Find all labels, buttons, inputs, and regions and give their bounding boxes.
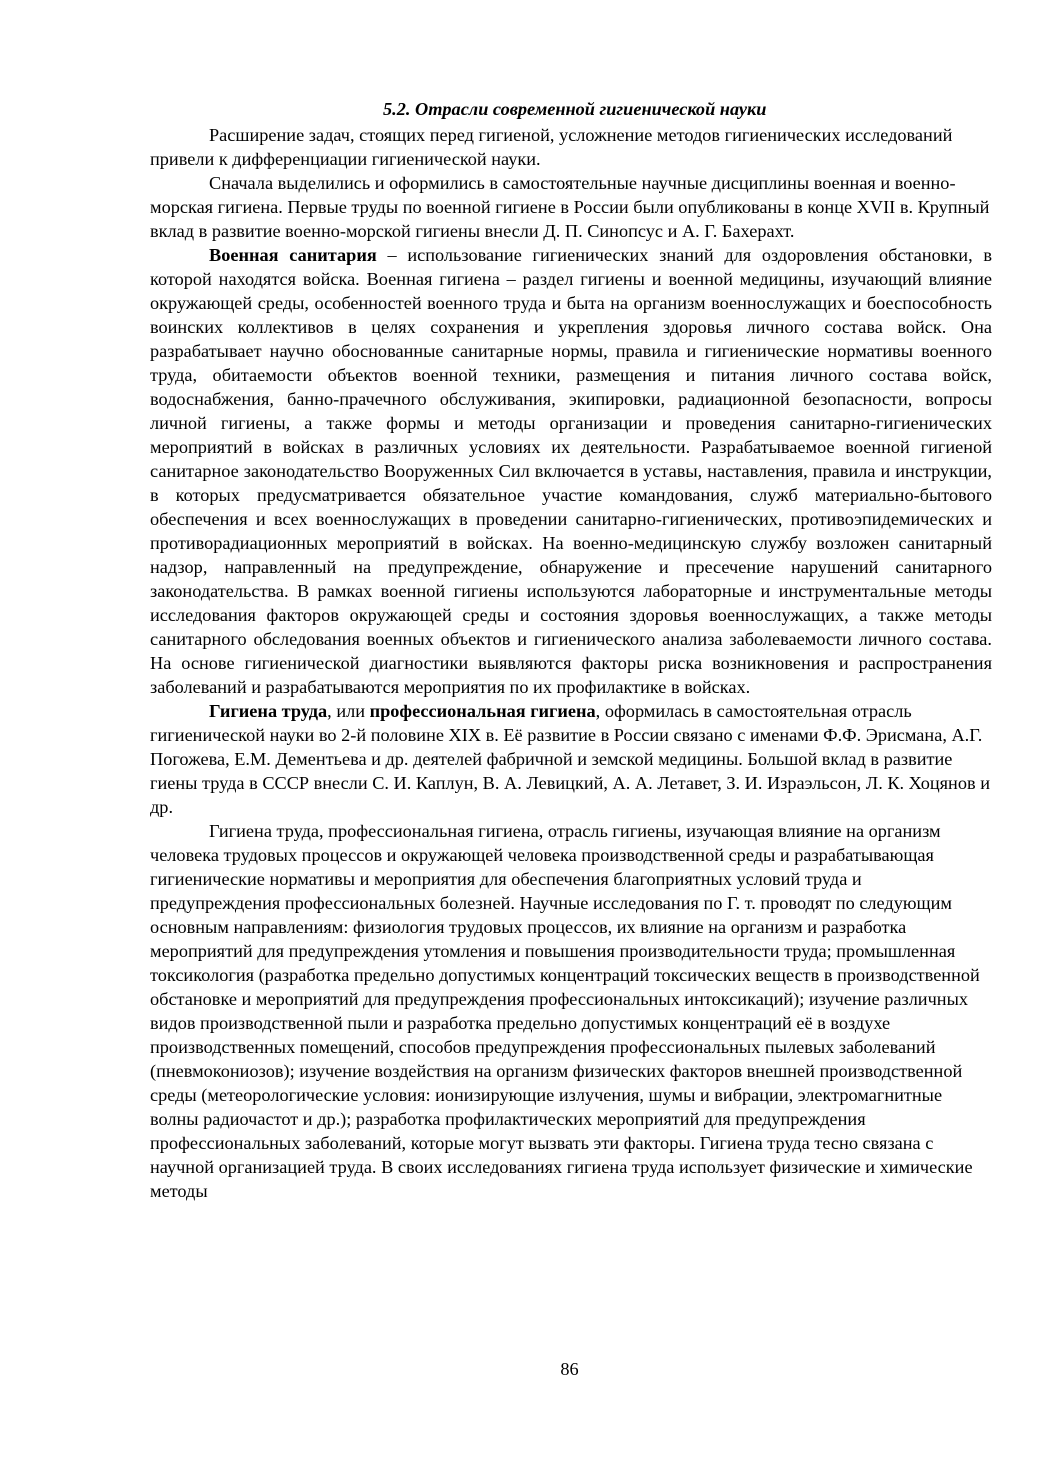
section-heading: 5.2. Отрасли современной гигиенической науки (383, 99, 767, 119)
paragraph-military-sanitation-text: – использование гигиенических знаний для оздоровления обстановки, в которой находятся войска. Военная гигиена – раздел гигиены и военной медицины, изучающий влияние окружающей среды, особенностей военного труда и быта на организм военнослужащих и боеспособность воинских коллективов в целях сохранения и укрепления здоровья личного состава войск. Она разрабатывает научно обоснованные санитарные нормы, правила и гигиенические нормативы военного труда, обитаемости объектов военной техники, размещения и питания личного состава войск, водоснабжения, банно-прачечного обслуживания, экипировки, радиационной безопасности, вопросы личной гигиены, а также формы и методы организации и проведения санитарно-гигиенических мероприятий в войсках в различных условиях их деятельности. Разрабатываемое военной гигиеной санитарное законодательство Вооруженных Сил включается в уставы, наставления, правила и инструкции, в которых предусматривается обязательное участие командования, служб материально-бытового обеспечения и всех военнослужащих в проведении санитарно-гигиенических, противоэпидемических и противорадиационных мероприятий в войсках. На военно-медицинскую службу возложен санитарный надзор, направленный на предупреждение, обнаружение и пресечение нарушений санитарного законодательства. В рамках военной гигиены используются лабораторные и инструментальные методы исследования факторов окружающей среды и состояния здоровья военнослужащих, а также методы санитарного обследования военных объектов и гигиенического анализа заболеваемости личного состава. На основе гигиенической диагностики выявляются факторы риска возникновения и распространения заболеваний и разрабатываются мероприятия по их профилактике в войсках. (150, 245, 992, 697)
paragraph-occupational-hygiene-history-text: , оформилась в самостоятельная отрасль гигиенической науки во 2-й половине XIX в. Её развитие в России связано с именами Ф.Ф. Эрисмана, А.Г. Погожева, Е.М. Дементьева и др. деятелей фабричной и земской медицины. Большой вклад в развитие гиены труда в СССР внесли С. И. Каплун, В. А. Левицкий, А. А. Летавет, З. И. Израэльсон, Л. К. Хоцянов и др. (150, 701, 990, 817)
paragraph-military-sanitation (150, 243, 992, 699)
paragraph-military-naval-hygiene: Сначала выделились и оформились в самостоятельные научные дисциплины военная и военно-морская гигиена. Первые труды по военной гигиене в России были опубликованы в конце XVII в. Крупный вклад в развитие военно-морской гигиены внесли Д. П. Синопсус и А. Г. Бахерахт. (150, 173, 990, 241)
page-number: 86 (560, 1359, 579, 1379)
conjunction-text: , или (327, 701, 370, 721)
paragraph-occupational-hygiene-history (150, 699, 992, 819)
term-military-sanitation: Военная санитария (209, 245, 377, 265)
page-body (150, 98, 992, 1203)
paragraph-intro: Расширение задач, стоящих перед гигиеной, усложнение методов гигиенических исследований привели к дифференциации гигиенической науки. (150, 125, 953, 169)
paragraph-occupational-hygiene-definition: Гигиена труда, профессиональная гигиена, отрасль гигиены, изучающая влияние на организм человека трудовых процессов и окружающей человека производственной среды и разрабатывающая гигиенические нормативы и мероприятия для обеспечения благоприятных условий труда и предупреждения профессиональных болезней. Научные исследования по Г. т. проводят по следующим основным направлениям: физиология трудовых процессов, их влияние на организм и разработка мероприятий для предупреждения утомления и повышения производительности труда; промышленная токсикология (разработка предельно допустимых концентраций токсических веществ в производственной обстановке и мероприятий для предупреждения профессиональных интоксикаций); изучение различных видов производственной пыли и разработка предельно допустимых концентраций её в воздухе производственных помещений, способов предупреждения профессиональных пылевых заболеваний (пневмокониозов); изучение воздействия на организм физических факторов внешней производственной среды (метеорологические условия: ионизирующие излучения, шумы и вибрации, электромагнитные волны радиочастот и др.); разработка профилактических мероприятий для предупреждения профессиональных заболеваний, которые могут вызвать эти факторы. Гигиена труда тесно связана с научной организацией труда. В своих исследованиях гигиена труда использует физические и химические методы (150, 821, 980, 1201)
term-labor-hygiene: Гигиена труда (209, 701, 328, 721)
term-occupational-hygiene: профессиональная гигиена (369, 701, 596, 721)
